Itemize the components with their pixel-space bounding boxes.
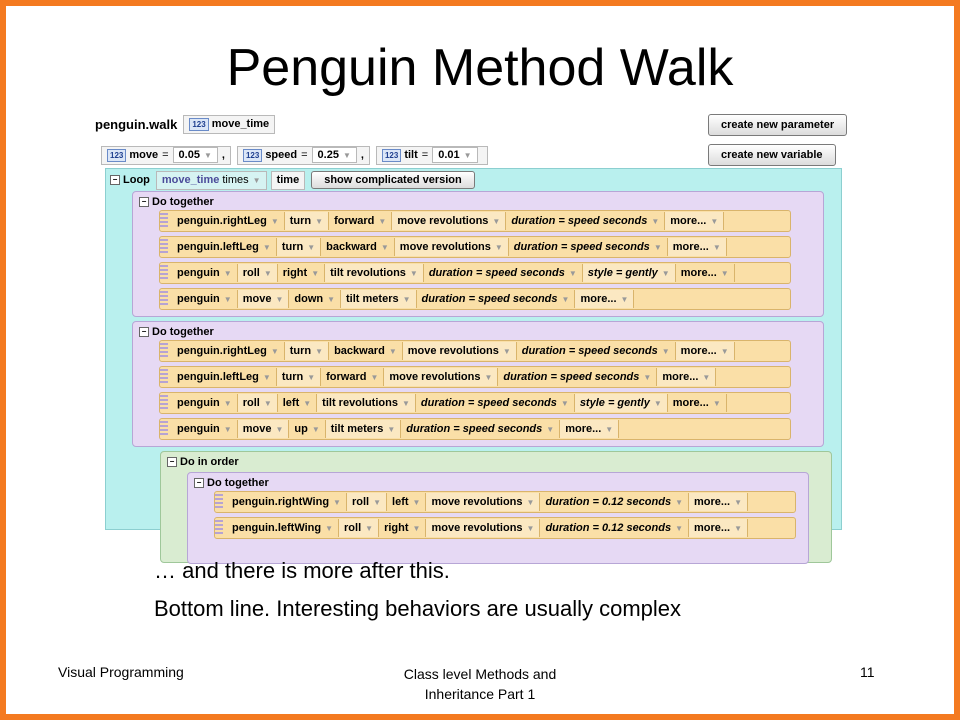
dropdown-arrow-icon: ▼ — [325, 523, 334, 533]
block-header: Do in order — [180, 456, 239, 468]
statement-part[interactable]: move revolutions ▼ — [384, 368, 498, 386]
dropdown-arrow-icon: ▼ — [546, 424, 555, 434]
statement-part[interactable]: down ▼ — [289, 290, 341, 308]
statement-part[interactable]: forward ▼ — [321, 368, 384, 386]
dropdown-arrow-icon: ▼ — [327, 294, 336, 304]
statement-part[interactable]: more... ▼ — [676, 264, 735, 282]
statement-row[interactable] — [159, 392, 791, 414]
dropdown-arrow-icon: ▼ — [223, 424, 232, 434]
parameter-move-time[interactable]: 123 move_time — [183, 115, 275, 134]
statement-part[interactable]: move revolutions ▼ — [392, 212, 506, 230]
statement-part[interactable]: duration = speed seconds ▼ — [401, 420, 560, 438]
statement-part[interactable]: left ▼ — [278, 394, 317, 412]
dropdown-arrow-icon: ▼ — [734, 497, 742, 507]
statement-part[interactable]: penguin.leftLeg ▼ — [172, 238, 277, 256]
statement-part[interactable]: more... ▼ — [676, 342, 735, 360]
dropdown-arrow-icon: ▼ — [387, 424, 396, 434]
statement-part[interactable]: penguin.rightLeg ▼ — [172, 342, 285, 360]
dropdown-arrow-icon: ▼ — [315, 346, 324, 356]
statement-part[interactable]: turn ▼ — [277, 238, 321, 256]
drag-handle-icon[interactable] — [160, 213, 168, 229]
dropdown-arrow-icon: ▼ — [342, 150, 351, 160]
statement-part[interactable]: move revolutions ▼ — [426, 493, 540, 511]
create-new-parameter-button[interactable]: create new parameter — [708, 114, 847, 136]
dropdown-arrow-icon: ▼ — [370, 372, 379, 382]
dropdown-arrow-icon: ▼ — [720, 346, 729, 356]
do-together-block[interactable] — [132, 321, 824, 447]
statement-part[interactable]: tilt revolutions ▼ — [325, 264, 424, 282]
dropdown-arrow-icon: ▼ — [307, 242, 316, 252]
dropdown-arrow-icon: ▼ — [620, 294, 629, 304]
statement-part[interactable]: more... ▼ — [665, 212, 724, 230]
do-together-block[interactable] — [187, 472, 809, 564]
dropdown-arrow-icon: ▼ — [275, 424, 284, 434]
collapse-icon[interactable]: − — [139, 197, 149, 207]
dropdown-arrow-icon: ▼ — [484, 372, 493, 382]
dropdown-arrow-icon: ▼ — [526, 523, 535, 533]
statement-part[interactable]: penguin ▼ — [172, 264, 238, 282]
statement-part[interactable]: duration = speed seconds ▼ — [517, 342, 676, 360]
variable-value[interactable]: 0.01 ▼ — [432, 147, 477, 163]
collapse-icon[interactable]: − — [110, 175, 120, 185]
create-new-variable-button[interactable]: create new variable — [708, 144, 836, 166]
dropdown-arrow-icon: ▼ — [401, 398, 410, 408]
dropdown-arrow-icon: ▼ — [263, 398, 272, 408]
dropdown-arrow-icon: ▼ — [388, 346, 397, 356]
dropdown-arrow-icon: ▼ — [252, 175, 261, 185]
drag-handle-icon[interactable] — [215, 494, 223, 510]
statement-part[interactable]: more... ▼ — [560, 420, 619, 438]
time-button[interactable]: time — [271, 171, 306, 190]
dropdown-arrow-icon: ▼ — [311, 424, 320, 434]
dropdown-arrow-icon: ▼ — [661, 346, 670, 356]
drag-handle-icon[interactable] — [215, 520, 223, 536]
dropdown-arrow-icon: ▼ — [605, 424, 614, 434]
caption-bottom-line: Bottom line. Interesting behaviors are usually complex — [154, 596, 682, 621]
dropdown-arrow-icon: ▼ — [651, 216, 660, 226]
dropdown-arrow-icon: ▼ — [378, 216, 387, 226]
statement-part[interactable]: tilt meters ▼ — [341, 290, 417, 308]
drag-handle-icon[interactable] — [160, 343, 168, 359]
statement-part[interactable]: penguin.rightLeg ▼ — [172, 212, 285, 230]
dropdown-arrow-icon: ▼ — [492, 216, 501, 226]
dropdown-arrow-icon: ▼ — [311, 268, 320, 278]
dropdown-arrow-icon: ▼ — [653, 398, 662, 408]
statement-part[interactable]: penguin ▼ — [172, 420, 238, 438]
dropdown-arrow-icon: ▼ — [675, 497, 683, 507]
loop-label: Loop — [123, 174, 150, 186]
variable-speed[interactable]: 123 speed = 0.25 ▼ , — [237, 146, 370, 165]
slide-title: Penguin Method Walk — [226, 39, 734, 97]
dropdown-arrow-icon: ▼ — [402, 294, 411, 304]
footer-lecture: Class level Methods and Inheritance Part 1 — [403, 666, 557, 702]
statement-part[interactable]: left ▼ — [387, 493, 426, 511]
number-type-icon: 123 — [382, 149, 401, 162]
statement-part[interactable]: more... ▼ — [575, 290, 634, 308]
statement-part[interactable]: duration = speed seconds ▼ — [498, 368, 657, 386]
statement-row[interactable] — [159, 236, 791, 258]
dropdown-arrow-icon: ▼ — [712, 398, 721, 408]
dropdown-arrow-icon: ▼ — [412, 523, 421, 533]
dropdown-arrow-icon: ▼ — [262, 242, 271, 252]
do-together-block[interactable] — [132, 191, 824, 317]
variable-move[interactable]: 123 move = 0.05 ▼ , — [101, 146, 231, 165]
do-in-order-block[interactable] — [160, 451, 832, 563]
dropdown-arrow-icon: ▼ — [263, 268, 272, 278]
drag-handle-icon[interactable] — [160, 421, 168, 437]
dropdown-arrow-icon: ▼ — [373, 497, 382, 507]
number-type-icon: 123 — [107, 149, 126, 162]
statement-part[interactable]: roll ▼ — [347, 493, 387, 511]
statement-part[interactable]: more... ▼ — [657, 368, 716, 386]
dropdown-arrow-icon: ▼ — [710, 216, 719, 226]
dropdown-arrow-icon: ▼ — [526, 497, 535, 507]
statement-part[interactable]: roll ▼ — [238, 394, 278, 412]
variable-tilt[interactable]: 123 tilt = 0.01 ▼ — [376, 146, 488, 165]
number-type-icon: 123 — [243, 149, 262, 162]
statement-row[interactable] — [159, 340, 791, 362]
statement-part[interactable]: duration = 0.12 seconds ▼ — [540, 493, 689, 511]
statement-part[interactable]: duration = speed seconds ▼ — [417, 290, 576, 308]
statement-part[interactable]: turn ▼ — [285, 342, 329, 360]
statement-part[interactable]: move revolutions ▼ — [403, 342, 517, 360]
dropdown-arrow-icon: ▼ — [412, 497, 421, 507]
dropdown-arrow-icon: ▼ — [270, 216, 279, 226]
statement-row[interactable] — [214, 517, 796, 539]
statement-part[interactable]: penguin ▼ — [172, 394, 238, 412]
dropdown-arrow-icon: ▼ — [315, 216, 324, 226]
dropdown-arrow-icon: ▼ — [712, 242, 721, 252]
dropdown-arrow-icon: ▼ — [661, 268, 670, 278]
block-header: Do together — [152, 196, 214, 208]
footer-page-number: 11 — [860, 664, 875, 680]
variable-value[interactable]: 0.25 ▼ — [312, 147, 357, 163]
statement-part[interactable]: forward ▼ — [329, 212, 392, 230]
dropdown-arrow-icon: ▼ — [502, 346, 511, 356]
dropdown-arrow-icon: ▼ — [494, 242, 503, 252]
number-type-icon: 123 — [189, 118, 208, 131]
drag-handle-icon[interactable] — [160, 265, 168, 281]
dropdown-arrow-icon: ▼ — [303, 398, 312, 408]
dropdown-arrow-icon: ▼ — [270, 346, 279, 356]
statement-part[interactable]: roll ▼ — [238, 264, 278, 282]
collapse-icon[interactable]: − — [167, 457, 177, 467]
dropdown-arrow-icon: ▼ — [365, 523, 374, 533]
statement-row[interactable] — [159, 418, 791, 440]
statement-part[interactable]: duration = speed seconds ▼ — [506, 212, 665, 230]
statement-part[interactable]: more... ▼ — [668, 394, 727, 412]
collapse-icon[interactable]: − — [194, 478, 204, 488]
dropdown-arrow-icon: ▼ — [333, 497, 341, 507]
statement-part[interactable]: backward ▼ — [329, 342, 403, 360]
dropdown-arrow-icon: ▼ — [223, 398, 232, 408]
dropdown-arrow-icon: ▼ — [560, 398, 569, 408]
statement-part[interactable]: move revolutions ▼ — [426, 519, 540, 537]
statement-part[interactable]: roll ▼ — [339, 519, 379, 537]
dropdown-arrow-icon: ▼ — [203, 150, 212, 160]
statement-row[interactable] — [159, 210, 791, 232]
statement-part[interactable]: turn ▼ — [285, 212, 329, 230]
collapse-icon[interactable]: − — [139, 327, 149, 337]
statement-part[interactable]: duration = 0.12 seconds ▼ — [540, 519, 689, 537]
drag-handle-icon[interactable] — [160, 395, 168, 411]
statement-part[interactable]: move ▼ — [238, 290, 290, 308]
statement-part[interactable]: duration = speed seconds ▼ — [509, 238, 668, 256]
statement-part[interactable]: penguin ▼ — [172, 290, 238, 308]
dropdown-arrow-icon: ▼ — [223, 294, 232, 304]
statement-part[interactable]: right ▼ — [379, 519, 426, 537]
variables-row — [101, 145, 494, 165]
method-name: penguin.walk — [95, 116, 178, 132]
dropdown-arrow-icon: ▼ — [675, 523, 683, 533]
dropdown-arrow-icon: ▼ — [275, 294, 284, 304]
statement-part[interactable]: penguin.rightWing ▼ — [227, 493, 347, 511]
drag-handle-icon[interactable] — [160, 291, 168, 307]
statement-part[interactable]: duration = speed seconds ▼ — [424, 264, 583, 282]
dropdown-arrow-icon: ▼ — [561, 294, 570, 304]
dropdown-arrow-icon: ▼ — [720, 268, 729, 278]
alice-method-editor — [95, 112, 840, 534]
dropdown-arrow-icon: ▼ — [653, 242, 662, 252]
method-header — [95, 114, 275, 134]
show-complicated-version-button[interactable]: show complicated version — [311, 171, 475, 189]
dropdown-arrow-icon: ▼ — [702, 372, 711, 382]
loop-count[interactable]: move_time times ▼ — [156, 171, 267, 190]
statement-part[interactable]: penguin.leftLeg ▼ — [172, 368, 277, 386]
statement-part[interactable]: penguin.leftWing ▼ — [227, 519, 339, 537]
statement-part[interactable]: more... ▼ — [689, 493, 748, 511]
statement-part[interactable]: backward ▼ — [321, 238, 395, 256]
caption-more: … and there is more after this. — [154, 558, 450, 583]
drag-handle-icon[interactable] — [160, 369, 168, 385]
dropdown-arrow-icon: ▼ — [223, 268, 232, 278]
dropdown-arrow-icon: ▼ — [643, 372, 652, 382]
statement-part[interactable]: up ▼ — [289, 420, 325, 438]
statement-row[interactable] — [214, 491, 796, 513]
block-header: Do together — [207, 477, 269, 489]
dropdown-arrow-icon: ▼ — [409, 268, 418, 278]
dropdown-arrow-icon: ▼ — [463, 150, 472, 160]
statement-row[interactable] — [159, 366, 791, 388]
statement-part[interactable]: style = gently ▼ — [583, 264, 676, 282]
footer-course: Visual Programming — [58, 664, 184, 680]
dropdown-arrow-icon: ▼ — [568, 268, 577, 278]
dropdown-arrow-icon: ▼ — [734, 523, 742, 533]
dropdown-arrow-icon: ▼ — [262, 372, 271, 382]
statement-part[interactable]: move revolutions ▼ — [395, 238, 509, 256]
statement-part[interactable]: more... ▼ — [668, 238, 727, 256]
loop-block[interactable] — [105, 168, 842, 534]
statement-part[interactable]: more... ▼ — [689, 519, 748, 537]
dropdown-arrow-icon: ▼ — [307, 372, 316, 382]
drag-handle-icon[interactable] — [160, 239, 168, 255]
statement-row[interactable] — [159, 288, 791, 310]
variable-value[interactable]: 0.05 ▼ — [173, 147, 218, 163]
dropdown-arrow-icon: ▼ — [380, 242, 389, 252]
statement-part[interactable]: duration = speed seconds ▼ — [416, 394, 575, 412]
statement-row[interactable] — [159, 262, 791, 284]
statement-part[interactable]: turn ▼ — [277, 368, 321, 386]
statement-part[interactable]: right ▼ — [278, 264, 325, 282]
block-header: Do together — [152, 326, 214, 338]
statement-part[interactable]: tilt meters ▼ — [326, 420, 402, 438]
statement-part[interactable]: tilt revolutions ▼ — [317, 394, 416, 412]
statement-part[interactable]: style = gently ▼ — [575, 394, 668, 412]
statement-part[interactable]: move ▼ — [238, 420, 290, 438]
loop-header — [110, 171, 475, 189]
